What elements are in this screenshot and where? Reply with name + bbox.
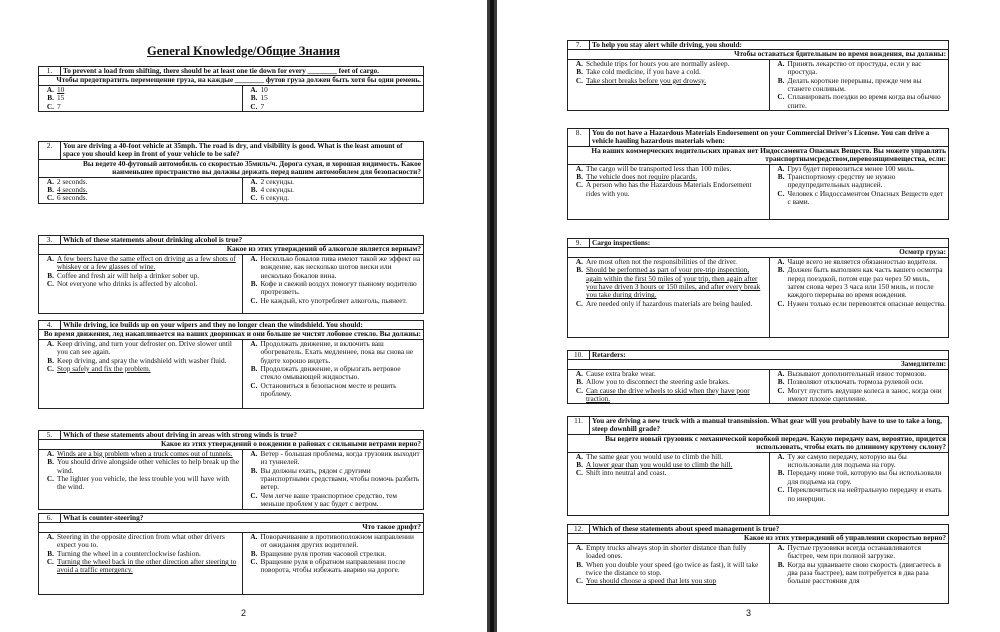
answer-text: The lighter you vehicle, the less trouble you will have with the wind. (57, 474, 230, 492)
answer-text: 10 (260, 84, 268, 94)
answer-text: Чем легче ваше транспортное средство, тем меньше проблем у вас будет с ветром. (260, 490, 398, 509)
answer-letter: B. (250, 465, 258, 475)
question-translation: Какое из этих утверждений об управлении скоростью верно? (568, 534, 949, 543)
answer-letter: C. (777, 385, 785, 395)
question-text: You do not have a Hazardous Materials Endorsement on your Commercial Driver's License. You can drive a vehicle hauling hazardous materials when: (590, 129, 949, 147)
answer-text: 6 seconds. (57, 193, 88, 203)
question-text: You are driving a 40-foot vehicle at 35mph. The road is dry, and visibility is good. What is the least amount of space you should keep in front of your vehicle to be safe? (61, 142, 424, 160)
answer-letter: A. (777, 542, 785, 552)
answer-option (772, 561, 947, 586)
question-block (38, 66, 424, 112)
question-translation: Чтобы предотвратить перемещение груза, на каждые ________ футов груза должен быть хотя бы один ремень. (39, 76, 424, 85)
question-number: 3. (39, 236, 61, 245)
answer-letter: C. (46, 193, 54, 203)
answers-russian (769, 164, 949, 219)
answer-text: Пустые грузовики всегда останавливаются быстрее, чем при полной загрузке. (787, 542, 921, 561)
answer-letter: A. (250, 448, 258, 458)
question-text: Cargo inspections: (590, 239, 949, 248)
answer-text: Ту же самую передачу, которую вы бы использовали для подъема на гору. (787, 451, 907, 470)
answer-text: 15 (260, 93, 268, 103)
answer-letter: C. (777, 92, 785, 102)
answer-letter: C. (575, 298, 583, 308)
answer-text: Вызывают дополнительный износ тормозов. (787, 368, 927, 378)
page-number: 3 (745, 608, 751, 618)
answer-letter: C. (575, 576, 583, 586)
page-number: 2 (240, 608, 246, 618)
answer-text: Принять лекарство от простуды, если у вас простуда. (787, 58, 922, 77)
answer-text: Кофе и свежий воздух помогут пьяному водителю протрезветь. (260, 279, 417, 297)
page-title: General Knowledge/Общие Знания (147, 44, 340, 58)
answer-text: Транспортному средству не нужно предупредительных надписей. (787, 172, 896, 190)
answer-option (245, 255, 422, 280)
answer-letter: C. (777, 188, 785, 198)
answer-option (41, 458, 240, 475)
page-divider (487, 0, 497, 632)
answer-letter: B. (576, 377, 583, 387)
answer-option (41, 533, 240, 550)
answers-english (39, 85, 243, 111)
answer-option (41, 94, 240, 102)
question-number: 10. (568, 351, 590, 360)
answer-letter: A. (46, 448, 54, 458)
question-number: 2. (39, 142, 61, 160)
answer-letter: C. (575, 385, 583, 395)
answer-option (772, 93, 947, 110)
answer-option (245, 533, 422, 550)
answer-text: Take cold medicine, if you have a cold. (586, 67, 701, 77)
answer-text: Поворачивание в противоположном направлении от ожидания других водителей. (260, 531, 414, 550)
question-number: 4. (39, 321, 61, 330)
question-text: You are driving a new truck with a manual transmission. What gear will you probably have to use to take a long, steep downhill grade? (590, 417, 949, 435)
answer-option (772, 300, 947, 308)
answers-russian (242, 254, 424, 313)
answer-text: Передачу ниже той, которую вы бы использовали для подъема на гору. (787, 468, 942, 486)
answer-option (772, 453, 947, 470)
answer-option (245, 467, 422, 492)
answer-letter: A. (777, 256, 785, 266)
answers-english (568, 164, 770, 219)
answer-option (772, 387, 947, 404)
question-translation: Замедлители: (568, 360, 949, 369)
answer-option (245, 280, 422, 297)
answers-russian (769, 257, 949, 337)
question-translation: Что такое дрифт? (39, 523, 424, 532)
question-translation: На ваших коммерческих водительских правах нет Индоссамента Опасных Веществ. Вы можете управлять транспортнымсредством,перевозящимвещества, если: (568, 146, 949, 164)
answer-option (772, 469, 947, 486)
answer-letter: A. (46, 531, 54, 541)
answer-letter: A. (777, 58, 785, 68)
answer-text: Turning the wheel back in the other direction after steering to avoid a traffic emergency. (57, 557, 237, 575)
answer-letter: A. (575, 256, 583, 266)
answer-letter: A. (777, 451, 785, 461)
answers-english (39, 339, 243, 408)
answer-text: Keep driving, and spray the windshield with washer fluid. (57, 355, 227, 365)
answer-letter: C. (46, 364, 54, 374)
answers-russian (242, 339, 424, 408)
answer-text: 6 секунд. (260, 193, 290, 203)
question-block (567, 524, 949, 604)
answer-option (41, 475, 240, 492)
question-text: What is counter-steering? (61, 514, 424, 523)
answer-text: Take short breaks before you get drowsy. (586, 75, 706, 85)
answer-letter: B. (576, 559, 583, 569)
answer-text: Вращение руля против часовой стрелки. (260, 548, 387, 558)
answers-english (568, 59, 770, 110)
answer-text: You should drive alongside other vehicles to help break up the wind. (57, 457, 240, 475)
answer-letter: B. (777, 468, 785, 478)
answer-text: Should be performed as part of your pre-trip inspection, again within the first 50 miles of your trip, then again after you have driven 3 hours or 150 miles, and after every break you take during driving. (586, 265, 761, 300)
answer-option (41, 86, 240, 94)
answer-text: You should choose a speed that lets you stop (586, 576, 717, 586)
answer-letter: A. (46, 176, 54, 186)
question-block (38, 430, 424, 510)
question-block (567, 238, 949, 338)
question-block (38, 235, 424, 314)
answer-letter: C. (250, 295, 258, 305)
answer-text: Are most often not the responsibilities of the driver. (586, 256, 737, 266)
answer-option (245, 103, 422, 111)
answer-letter: B. (777, 172, 785, 182)
answer-text: A lower gear than you would use to climb the hill. (586, 460, 733, 470)
answer-text: 10 (57, 84, 65, 94)
question-block (567, 416, 949, 516)
answer-option (772, 544, 947, 561)
answer-letter: C. (250, 193, 258, 203)
answer-letter: A. (575, 58, 583, 68)
question-translation: Какое из этих утверждений о вождении в районах с сильными ветрами верно? (39, 440, 424, 449)
answer-option (245, 492, 422, 509)
answer-text: Чаще всего не является обязанностью водителя. (787, 256, 938, 266)
answer-text: 7 (57, 101, 61, 111)
question-text: Which of these statements about drinking alcohol is true? (61, 236, 424, 245)
question-number: 6. (39, 514, 61, 523)
question-translation: Чтобы оставаться бдительным во время вождения, вы должны: (568, 50, 949, 59)
answers-english (39, 177, 243, 203)
answer-option (772, 173, 947, 190)
answer-option (570, 469, 767, 477)
answer-letter: B. (777, 75, 785, 85)
answer-text: Должен быть выполнен как часть вашего осмотра перед поездкой, потом еще раз через 50 миль, затем снова через 3 часа или 150 миль, и после каждого перерыва во время вождения. (787, 265, 943, 300)
answers-english (568, 543, 770, 603)
answers-english (568, 452, 770, 515)
question-text: To help you stay alert while driving, you should: (590, 41, 949, 50)
answer-text: When you double your speed (go twice as fast), it will take twice the distance to stop. (586, 559, 759, 578)
answer-text: 2 seconds. (57, 176, 88, 186)
question-block (567, 128, 949, 220)
question-number: 8. (568, 129, 590, 147)
answer-option (245, 365, 422, 382)
answer-letter: A. (250, 531, 258, 541)
answer-letter: B. (576, 172, 583, 182)
answer-letter: A. (46, 338, 54, 348)
answer-option (245, 450, 422, 467)
answer-text: Не каждый, кто употребляет алкоголь, пьянеет. (260, 295, 407, 305)
answer-text: A few beers have the same effect on driving as a few shots of whiskey or a few glasses of wine. (57, 253, 236, 272)
answer-text: The same gear you would use to climb the hill. (586, 451, 723, 461)
answer-text: 7 (260, 101, 265, 111)
answer-letter: B. (777, 265, 785, 275)
answer-letter: A. (575, 542, 583, 552)
answer-text: Not everyone who drinks is affected by alcohol. (57, 279, 198, 289)
answers-russian (769, 543, 949, 603)
answer-letter: C. (575, 468, 583, 478)
answer-text: Продолжать движение, и включить ваш обогреватель. Ехать медленнее, пока вы снова не будете хорошо видеть. (260, 338, 414, 365)
answer-letter: A. (250, 338, 258, 348)
answer-letter: B. (250, 93, 258, 103)
page-2 (0, 0, 487, 632)
answer-option (245, 558, 422, 575)
answers-russian (769, 369, 949, 404)
answer-letter: A. (575, 451, 583, 461)
answer-text: Когда вы удваиваете свою скорость (двигаетесь в два раза быстрее), вам потребуется в два раза больше расстояния для (787, 559, 941, 586)
answers-russian (769, 452, 949, 515)
answers-russian (242, 85, 424, 111)
question-block (38, 141, 424, 204)
answer-letter: C. (46, 279, 54, 289)
answer-letter: B. (47, 457, 54, 467)
answer-letter: C. (46, 557, 54, 567)
question-translation: Во время движения, лед накапливается на ваших дворниках и они больше не чистят лобовое стекло. Вы должны: (39, 330, 424, 339)
answer-option (772, 486, 947, 503)
answer-option (570, 544, 767, 561)
answer-text: The cargo will be transported less than 100 miles. (586, 163, 732, 173)
answer-letter: A. (250, 84, 258, 94)
answer-text: Вы должны ехать, рядом с другими транспортными средствами, чтобы помочь разбить ветер. (260, 465, 420, 492)
question-translation: Какое из этих утверждений об алкоголе является верным? (39, 245, 424, 254)
answer-letter: B. (576, 265, 583, 275)
answer-text: Нужен только если перевозятся опасные вещества. (787, 298, 946, 308)
question-number: 12. (568, 525, 590, 534)
answer-text: Are needed only if hazardous materials are being hauled. (586, 298, 753, 308)
answer-option (570, 266, 767, 300)
answer-option (41, 340, 240, 357)
answer-letter: C. (250, 557, 258, 567)
answer-text: Empty trucks always stop in shorter distance than fully loaded ones. (586, 542, 747, 561)
question-block (567, 350, 949, 404)
answers-english (39, 254, 243, 313)
question-text: Which of these statements about speed management is true? (590, 525, 949, 534)
question-translation: Осмотр груза: (568, 248, 949, 257)
answer-text: Winds are a big problem when a truck comes out of tunnels. (57, 448, 233, 458)
answer-letter: A. (46, 253, 54, 263)
answer-option (41, 103, 240, 111)
answer-text: Вращение руля в обратном направлении после поворота, чтобы избежать аварию на дороге. (260, 557, 406, 575)
answer-letter: A. (250, 176, 258, 186)
answers-russian (242, 532, 424, 594)
answer-text: Can cause the drive wheels to skid when they have poor traction. (586, 385, 750, 404)
answer-text: Stop safely and fix the problem. (57, 364, 151, 374)
answer-text: Позволяют отключать тормоза рулевой оси. (787, 377, 924, 387)
question-block (38, 513, 424, 595)
question-text: Which of these statements about driving in areas with strong winds is true? (61, 431, 424, 440)
answer-option (772, 190, 947, 207)
answer-text: Keep driving, and turn your defroster on. Drive slower until you can see again. (57, 338, 232, 357)
answer-option (570, 561, 767, 578)
answer-letter: C. (777, 298, 785, 308)
answer-letter: A. (250, 253, 258, 263)
answer-text: Могут пустить ведущие колеса в занос, когда они имеют плохое сцепление. (787, 385, 942, 404)
page-3 (497, 0, 1000, 632)
answers-english (39, 532, 243, 594)
question-text: While driving, ice builds up on your wipers and they no longer clean the windshield. You should: (61, 321, 424, 330)
answer-letter: B. (47, 93, 54, 103)
answer-option (245, 340, 422, 365)
question-number: 9. (568, 239, 590, 248)
answer-option (245, 297, 422, 305)
answer-option (772, 77, 947, 94)
answer-text: Продолжать движение, и обрызгать ветровое стекло омывающей жидкостью. (260, 364, 401, 382)
answer-text: Steering in the opposite direction from what other drivers expect you to. (57, 531, 225, 550)
answer-text: A person who has the Hazardous Materials Endorsement rides with you. (586, 180, 752, 198)
answer-letter: B. (250, 364, 258, 374)
answer-option (245, 194, 422, 202)
answer-option (41, 194, 240, 202)
answer-text: Ветер - большая проблема, когда грузовик выходит из туннелей. (260, 448, 420, 467)
question-block (567, 40, 949, 111)
question-number: 11. (568, 417, 590, 435)
answer-letter: B. (777, 559, 785, 569)
answer-letter: B. (250, 279, 258, 289)
answer-letter: B. (250, 548, 258, 558)
answer-text: 15 (57, 93, 65, 103)
answer-letter: C. (575, 180, 583, 190)
answer-text: Schedule trips for hours you are normally asleep. (586, 58, 730, 68)
answer-text: Allow you to disconnect the steering axle brakes. (586, 377, 730, 387)
answer-text: The vehicle does not require placards. (586, 172, 698, 182)
answer-letter: B. (250, 185, 258, 195)
answer-letter: B. (576, 67, 583, 77)
answer-letter: C. (46, 101, 54, 111)
answer-option (570, 300, 767, 308)
answers-russian (242, 449, 424, 509)
answer-text: Человек с Индоссаментом Опасных Веществ едет с вами. (787, 188, 944, 207)
answer-option (570, 181, 767, 198)
answer-text: 4 секунды. (260, 185, 294, 195)
answer-letter: C. (46, 474, 54, 484)
answers-russian (242, 177, 424, 203)
answer-text: Shift into neutral and coast. (586, 468, 667, 478)
answer-text: Cause extra brake wear. (586, 368, 656, 378)
answer-text: Turning the wheel in a counterclockwise fashion. (57, 548, 201, 558)
answer-option (41, 365, 240, 373)
question-number: 1. (39, 67, 61, 76)
answer-text: Спланировать поездки во время когда вы обычно спите. (787, 92, 941, 110)
answer-letter: B. (576, 460, 583, 470)
question-number: 5. (39, 431, 61, 440)
answers-russian (769, 59, 949, 110)
answer-letter: B. (777, 377, 785, 387)
answer-option (245, 94, 422, 102)
answer-letter: B. (47, 355, 54, 365)
answer-letter: B. (47, 548, 54, 558)
answer-letter: A. (46, 84, 54, 94)
answer-letter: B. (47, 270, 54, 280)
answer-text: 2 секунды. (260, 176, 294, 186)
answer-letter: A. (777, 368, 785, 378)
answer-option (772, 266, 947, 300)
answer-text: Делать короткие перерывы, прежде чем вы станете сонливым. (787, 75, 922, 94)
question-translation: Вы ведете 40-футовый автомобиль со скоростью 35миль/ч. Дорога сухая, и хорошая видимость. Какое наименьшее пространство вы должны держать перед вашим автомобилем для безопасности? (39, 159, 424, 177)
answers-english (568, 257, 770, 337)
question-text: To prevent a load from shifting, there should be at least one tie down for every ________ feet of cargo. (61, 67, 424, 76)
answers-english (568, 369, 770, 404)
answer-option (570, 77, 767, 85)
question-block (38, 320, 424, 409)
answer-text: Остановиться в безопасном месте и решить проблему. (260, 380, 397, 399)
answer-letter: B. (47, 185, 54, 195)
answer-option (41, 255, 240, 272)
answer-option (41, 558, 240, 575)
question-text: Retarders: (590, 351, 949, 360)
answer-letter: C. (250, 380, 258, 390)
answer-letter: A. (777, 163, 785, 173)
answer-option (570, 387, 767, 404)
answer-text: Переключиться на нейтральную передачу и ехать по инерции. (787, 485, 942, 503)
answer-text: 4 seconds. (57, 185, 88, 195)
question-number: 7. (568, 41, 590, 50)
answers-english (39, 449, 243, 509)
answer-letter: C. (777, 485, 785, 495)
answer-option (570, 577, 767, 585)
answer-letter: C. (250, 490, 258, 500)
answer-option (41, 280, 240, 288)
answer-letter: A. (575, 163, 583, 173)
answer-text: Груз будет перевозиться менее 100 миль. (787, 163, 915, 173)
answer-option (245, 86, 422, 94)
answer-letter: C. (575, 75, 583, 85)
answer-letter: A. (575, 368, 583, 378)
answer-text: Несколько бокалов пива имеют такой же эффект на вождение, как несколько шотов виски или несколько бокалов вина. (260, 253, 421, 280)
answer-option (245, 382, 422, 399)
answer-letter: C. (250, 101, 258, 111)
question-translation: Вы ведете новый грузовик с механической коробкой передач. Какую передачу вам, вероятно, придется использовать, чтобы ехать по длинному крутому склону? (568, 434, 949, 452)
answer-option (772, 60, 947, 77)
answer-text: Coffee and fresh air will help a drinker sober up. (57, 270, 200, 280)
